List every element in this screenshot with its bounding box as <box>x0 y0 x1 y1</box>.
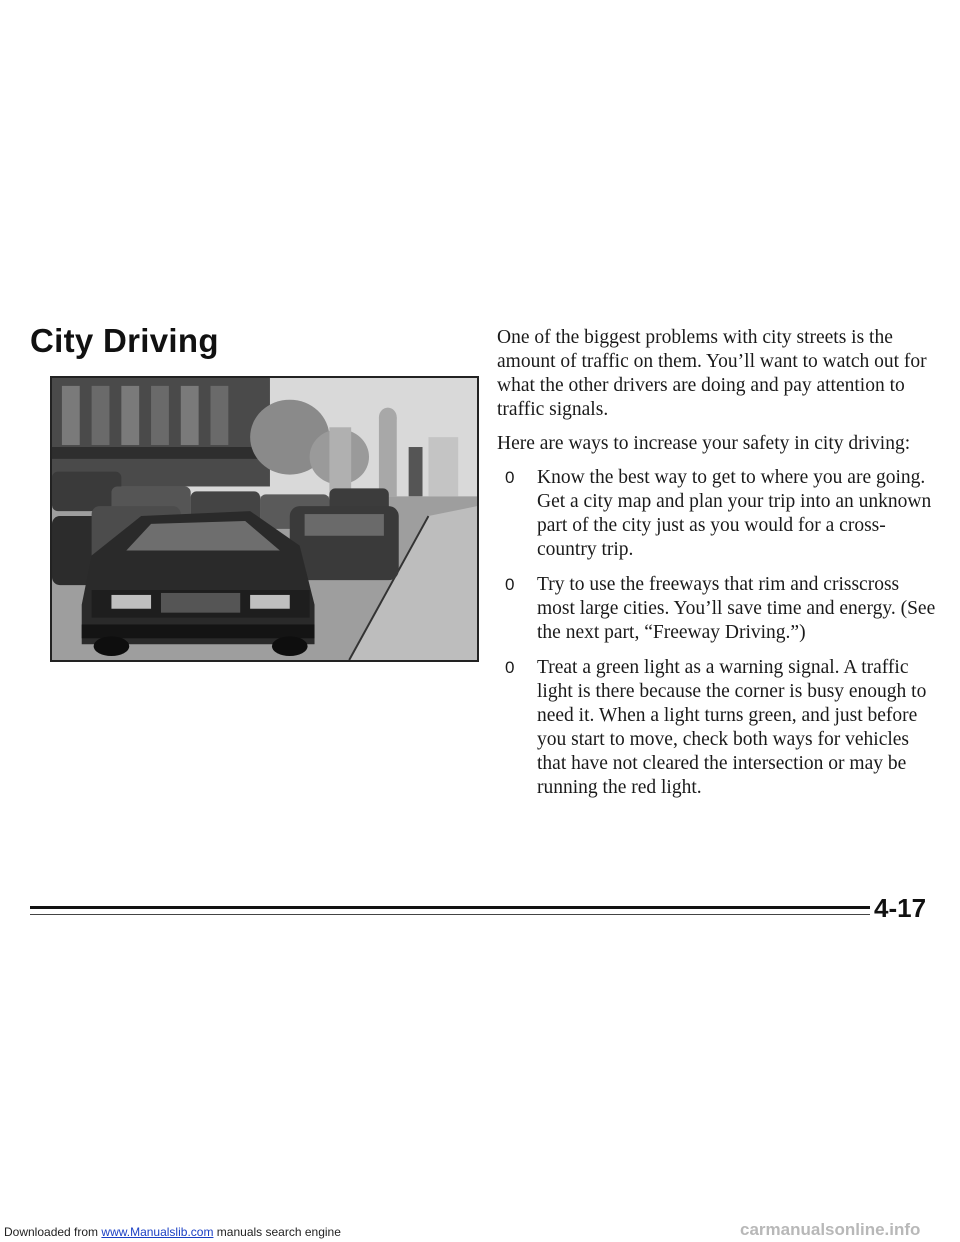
body-text <box>497 326 937 811</box>
city-traffic-illustration <box>50 376 479 662</box>
bullet-marker: 0 <box>505 658 515 677</box>
traffic-scene-drawing <box>52 378 477 660</box>
list-lead-paragraph: Here are ways to increase your safety in city driving: <box>497 433 911 454</box>
bullet-marker: 0 <box>505 468 515 487</box>
list-item-text: Know the best way to get to where you are going. Get a city map and plan your trip into an unknown part of the city just as you would for a cross-country trip. <box>537 467 932 560</box>
watermark: carmanualsonline.info <box>740 1220 921 1239</box>
download-footer <box>4 1225 341 1239</box>
footer-prefix: Downloaded from <box>4 1225 99 1239</box>
manualslib-link[interactable]: www.Manualslib.com <box>101 1225 214 1239</box>
list-item <box>497 466 937 562</box>
intro-paragraph: One of the biggest problems with city streets is the amount of traffic on them. You’ll want to watch out for what the other drivers are doing and pay attention to traffic signals. <box>497 327 927 420</box>
list-item <box>497 573 937 645</box>
footer-rule-thin <box>30 914 870 915</box>
page-heading: City Driving <box>30 322 219 359</box>
page-number: 4-17 <box>874 893 927 923</box>
list-item-text: Try to use the freeways that rim and crisscross most large cities. You’ll save time and energy. (See the next part, “Freeway Driving.”) <box>537 574 936 643</box>
list-item-text: Treat a green light as a warning signal. A traffic light is there because the corner is busy enough to need it. When a light turns green, and just before you start to move, check both ways for vehicles that have not cleared the intersection or may be running the red light. <box>537 657 927 798</box>
footer-suffix: manuals search engine <box>216 1225 341 1239</box>
bullet-marker: 0 <box>505 575 515 594</box>
footer-rule <box>30 906 870 909</box>
safety-tips-list <box>497 466 937 800</box>
list-item <box>497 656 937 800</box>
